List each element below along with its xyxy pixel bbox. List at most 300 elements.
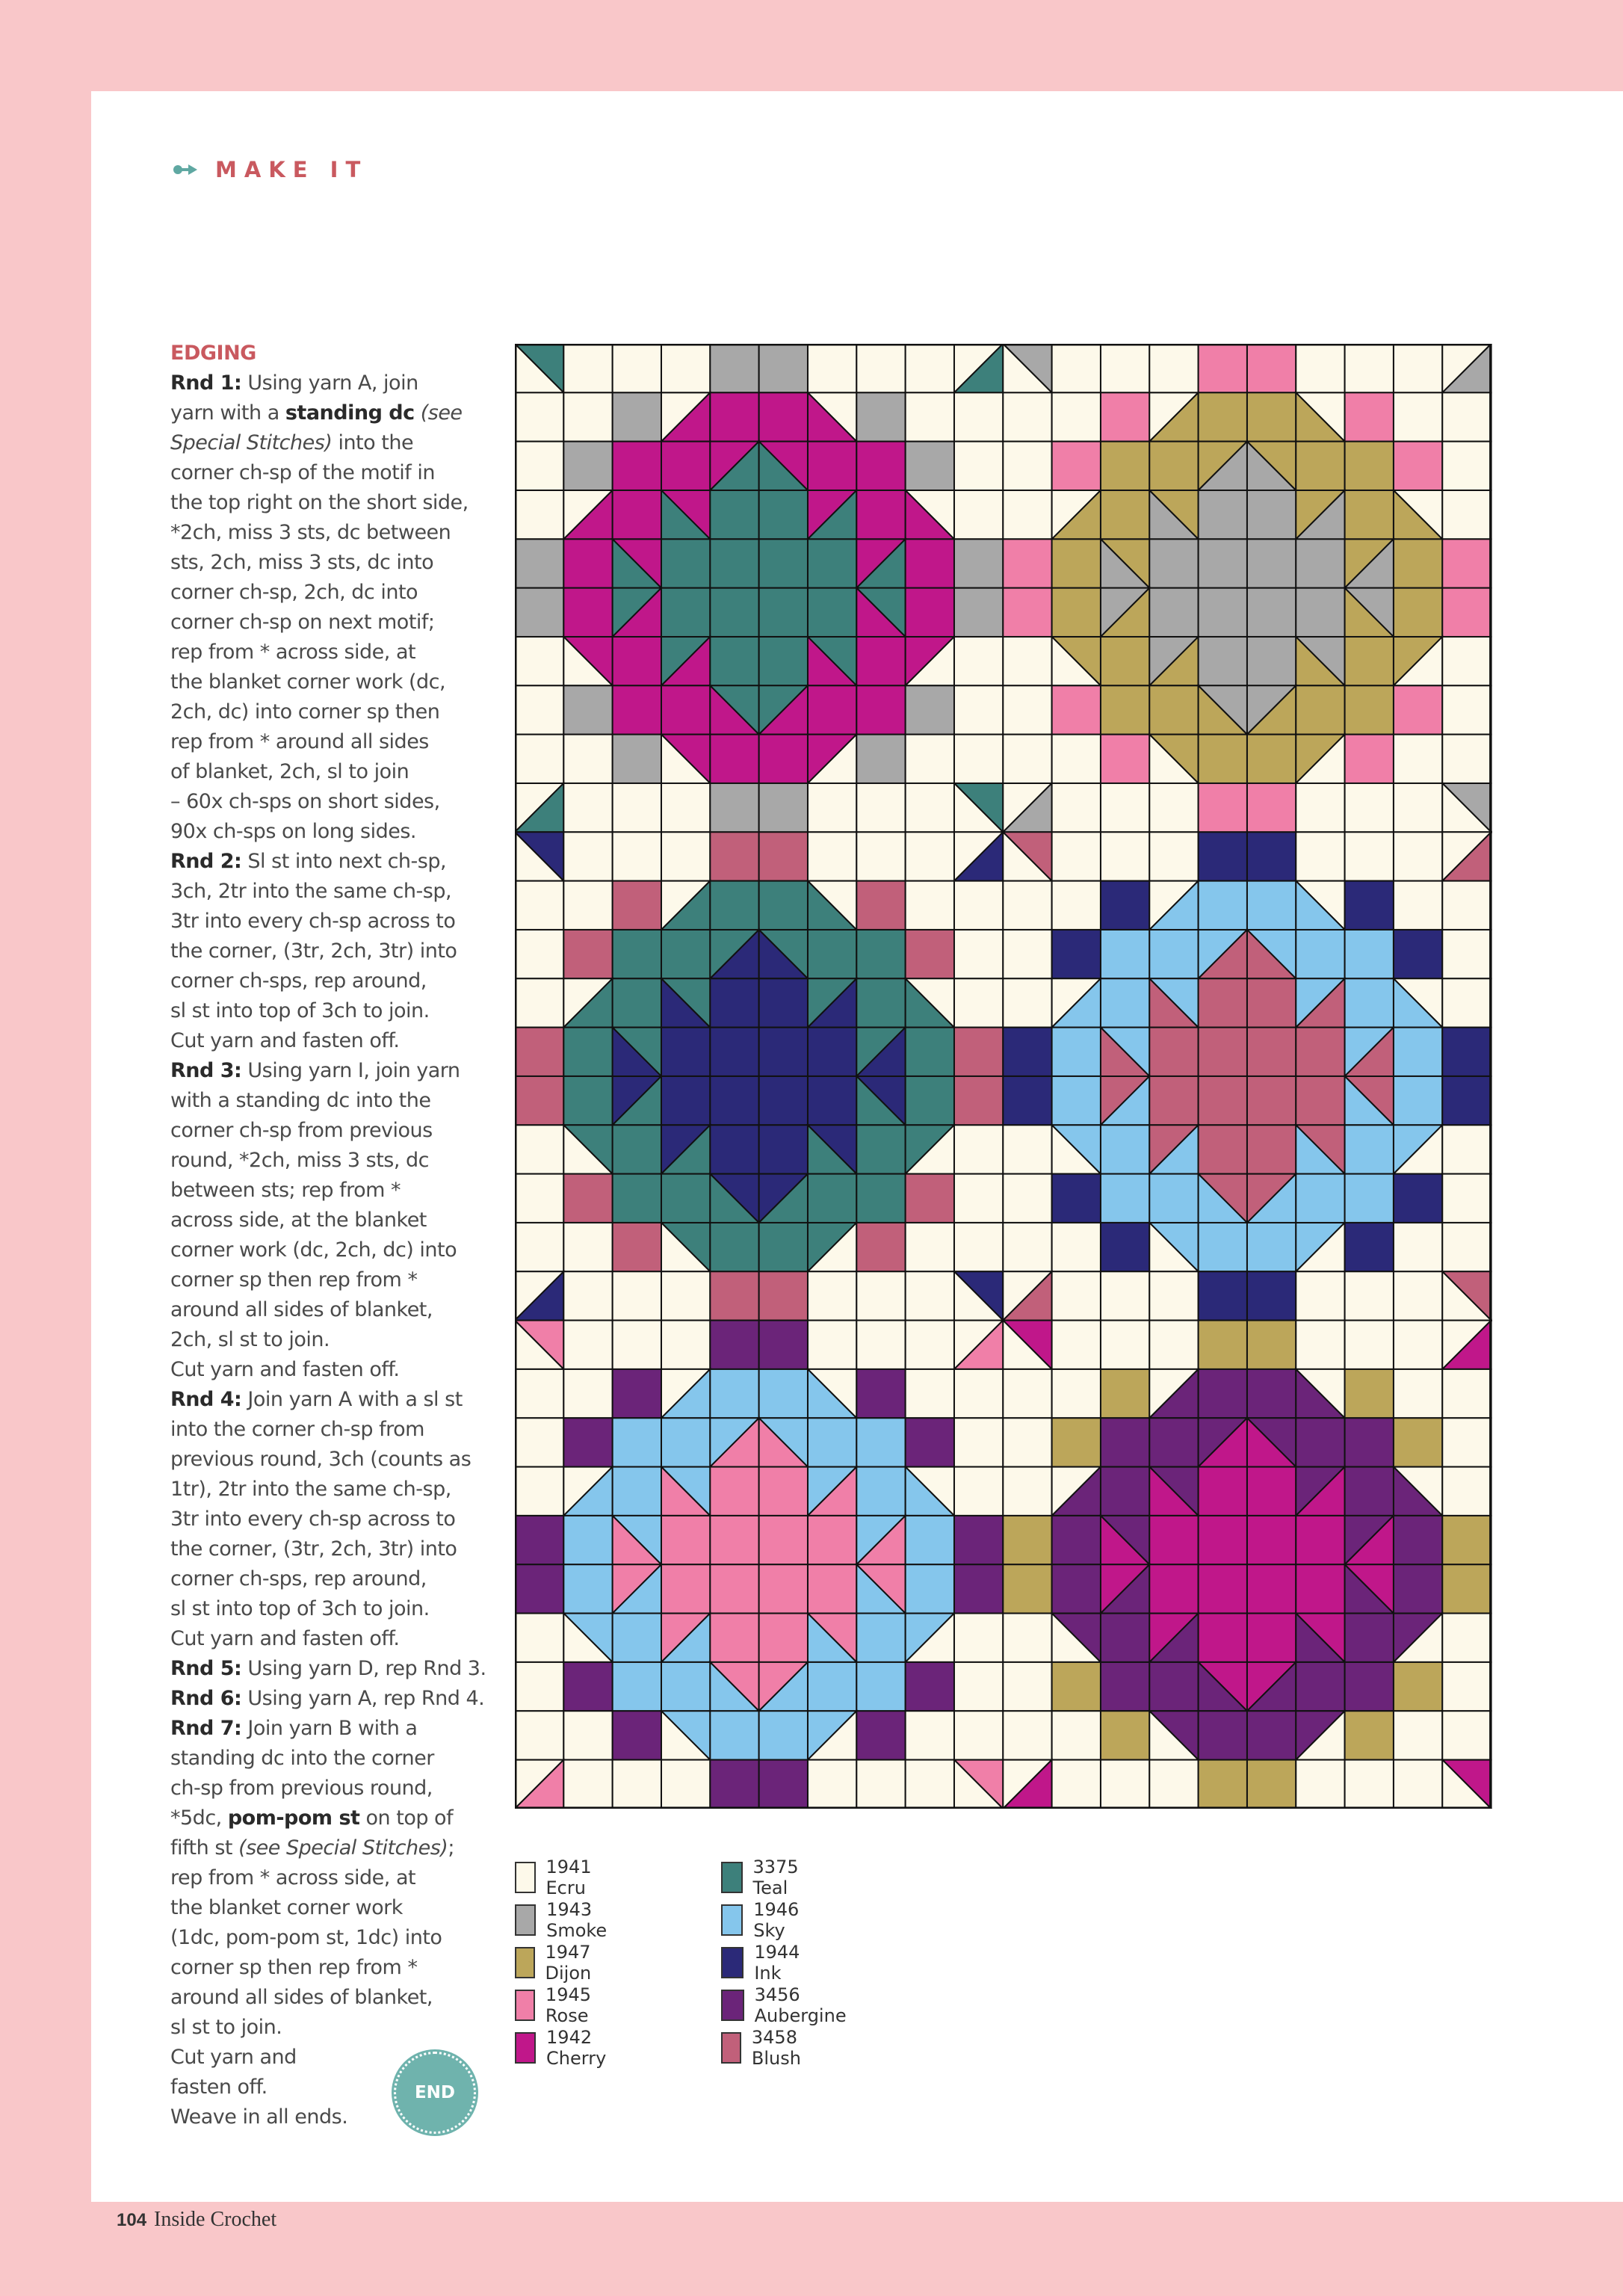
legend-item	[721, 1857, 809, 1898]
chart-cell	[710, 539, 758, 587]
chart-cell	[1394, 1760, 1442, 1809]
chart-cell	[906, 685, 954, 734]
chart-cell	[1052, 1271, 1101, 1320]
instruction-text: Using yarn I, join yarn	[241, 1059, 460, 1082]
chart-cell	[759, 490, 808, 539]
instruction-text: corner ch-sps, rep around,	[170, 969, 427, 993]
chart-cell	[1052, 1174, 1101, 1223]
legend-label: 3458 Blush	[751, 2027, 801, 2069]
instruction-line	[170, 1744, 484, 1774]
chart-cell	[1003, 490, 1051, 539]
chart-cell	[906, 344, 954, 392]
chart-cell	[1442, 881, 1491, 930]
instruction-line	[170, 787, 484, 817]
chart-cell	[661, 685, 710, 734]
instruction-text: Using yarn A, join	[241, 371, 418, 395]
chart-cell	[1003, 588, 1051, 637]
chart-cell	[661, 1076, 710, 1125]
chart-cell	[563, 1662, 612, 1711]
chart-cell	[1442, 442, 1491, 490]
chart-cell	[515, 1174, 563, 1223]
chart-cell	[613, 930, 661, 978]
chart-cell	[515, 1125, 563, 1173]
chart-cell	[759, 1125, 808, 1173]
chart-cell	[1003, 1125, 1051, 1173]
instruction-text: corner sp then rep from *	[170, 1268, 418, 1292]
chart-cell	[1442, 685, 1491, 734]
chart-cell	[906, 539, 954, 587]
chart-cell	[1394, 685, 1442, 734]
chart-cell	[563, 392, 612, 441]
legend-swatch	[515, 1904, 536, 1936]
chart-cell	[613, 1369, 661, 1418]
instruction-line	[170, 1983, 484, 2013]
chart-cell	[759, 735, 808, 783]
chart-cell	[856, 1321, 905, 1369]
instruction-line	[170, 458, 484, 488]
chart-cell	[1345, 735, 1394, 783]
instruction-bold: Rnd 7:	[170, 1717, 242, 1740]
chart-cell	[1149, 1418, 1198, 1466]
chart-cell	[856, 1369, 905, 1418]
legend-swatch	[515, 1990, 535, 2021]
instruction-line	[170, 1654, 484, 1684]
instruction-text: 3tr into every ch-sp across to	[170, 910, 456, 933]
chart-cell	[1052, 1076, 1101, 1125]
chart-cell	[954, 588, 1003, 637]
chart-cell	[1003, 1516, 1051, 1564]
chart-cell	[1052, 1223, 1101, 1271]
chart-cell	[856, 832, 905, 880]
chart-cell	[563, 1028, 612, 1076]
instruction-text: Weave in all ends.	[170, 2105, 348, 2129]
chart-cell	[1101, 637, 1149, 685]
chart-cell	[808, 1516, 856, 1564]
chart-cell	[1052, 1028, 1101, 1076]
instruction-text: the corner, (3tr, 2ch, 3tr) into	[170, 939, 457, 963]
chart-cell	[808, 588, 856, 637]
chart-cell	[1199, 1223, 1247, 1271]
chart-cell	[613, 1125, 661, 1173]
instruction-text: rep from * across side, at	[170, 641, 416, 664]
chart-cell	[1101, 1369, 1149, 1418]
chart-cell	[563, 1418, 612, 1466]
instruction-text: (see Special Stitches)	[238, 1836, 448, 1860]
chart-cell	[1003, 1711, 1051, 1759]
chart-cell	[1247, 588, 1296, 637]
chart-cell	[1101, 1321, 1149, 1369]
chart-cell	[563, 832, 612, 880]
instruction-line	[170, 1475, 484, 1505]
chart-cell	[808, 930, 856, 978]
legend-swatch	[721, 1904, 743, 1936]
instruction-line	[170, 1534, 484, 1564]
chart-cell	[1052, 539, 1101, 587]
chart-cell	[906, 735, 954, 783]
instruction-text: Join yarn B with a	[241, 1717, 418, 1740]
chart-cell	[1345, 881, 1394, 930]
chart-cell	[856, 735, 905, 783]
instruction-line	[170, 1803, 484, 1833]
chart-cell	[613, 1174, 661, 1223]
chart-cell	[1052, 1564, 1101, 1613]
instruction-text: the corner, (3tr, 2ch, 3tr) into	[170, 1537, 457, 1561]
chart-cell	[1052, 832, 1101, 880]
instruction-bold: Rnd 6:	[170, 1687, 242, 1710]
instruction-line	[170, 1833, 484, 1863]
chart-cell	[1345, 1662, 1394, 1711]
chart-cell	[1345, 685, 1394, 734]
instruction-text: around all sides of blanket,	[170, 1298, 433, 1321]
instruction-bold: Rnd 2:	[170, 850, 242, 873]
chart-cell	[1052, 783, 1101, 832]
chart-cell	[906, 1369, 954, 1418]
instruction-line	[170, 1714, 484, 1744]
chart-cell	[1101, 344, 1149, 392]
chart-cell	[1394, 344, 1442, 392]
instruction-text: Special Stitches)	[170, 431, 333, 454]
instruction-text: rep from * across side, at	[170, 1866, 416, 1889]
chart-cell	[613, 735, 661, 783]
chart-cell	[1199, 1076, 1247, 1125]
legend-swatch	[515, 2032, 536, 2064]
chart-cell	[1442, 1076, 1491, 1125]
chart-cell	[1052, 1516, 1101, 1564]
chart-cell	[759, 1028, 808, 1076]
chart-cell	[1345, 1369, 1394, 1418]
chart-cell	[1149, 783, 1198, 832]
chart-cell	[661, 1028, 710, 1076]
instruction-text: Using yarn A, rep Rnd 4.	[241, 1687, 485, 1710]
instruction-text: of blanket, 2ch, sl to join	[170, 760, 409, 783]
chart-cell	[515, 1369, 563, 1418]
chart-cell	[515, 1028, 563, 1076]
chart-cell	[1442, 1174, 1491, 1223]
chart-cell	[759, 832, 808, 880]
instruction-text: standing dc into the corner	[170, 1747, 434, 1770]
legend-item	[721, 2027, 812, 2069]
chart-cell	[661, 1174, 710, 1223]
chart-cell	[1247, 1760, 1296, 1809]
chart-cell	[710, 588, 758, 637]
chart-cell	[1149, 1564, 1198, 1613]
chart-cell	[1442, 490, 1491, 539]
chart-cell	[1199, 978, 1247, 1027]
chart-cell	[759, 881, 808, 930]
chart-cell	[759, 637, 808, 685]
chart-cell	[1296, 1076, 1344, 1125]
chart-cell	[759, 1223, 808, 1271]
chart-cell	[1442, 1223, 1491, 1271]
chart-cell	[1442, 978, 1491, 1027]
chart-cell	[1247, 1076, 1296, 1125]
instruction-text: Join yarn A with a sl st	[241, 1388, 463, 1411]
instruction-text: on top of	[359, 1806, 454, 1830]
chart-cell	[563, 735, 612, 783]
chart-cell	[1442, 1614, 1491, 1662]
chart-cell	[1247, 783, 1296, 832]
chart-cell	[1199, 490, 1247, 539]
chart-cell	[1199, 1614, 1247, 1662]
chart-cell	[1442, 1662, 1491, 1711]
chart-cell	[710, 881, 758, 930]
chart-cell	[1296, 1321, 1344, 1369]
instruction-line	[170, 518, 484, 548]
chart-cell	[1003, 1028, 1051, 1076]
chart-cell	[1442, 637, 1491, 685]
instruction-line	[170, 667, 484, 697]
chart-cell	[1345, 1223, 1394, 1271]
instruction-bold: pom-pom st	[227, 1806, 360, 1830]
chart-cell	[1345, 637, 1394, 685]
chart-cell	[661, 539, 710, 587]
chart-cell	[661, 930, 710, 978]
chart-cell	[1101, 1662, 1149, 1711]
chart-cell	[856, 1467, 905, 1516]
instruction-text: sl st into top of 3ch to join.	[170, 1597, 430, 1620]
chart-cell	[1247, 978, 1296, 1027]
chart-cell	[563, 1760, 612, 1809]
chart-cell	[710, 344, 758, 392]
chart-cell	[1247, 1564, 1296, 1613]
chart-cell	[954, 1125, 1003, 1173]
chart-cell	[1442, 1516, 1491, 1564]
chart-cell	[1101, 442, 1149, 490]
chart-cell	[1052, 1760, 1101, 1809]
chart-cell	[661, 1271, 710, 1320]
chart-cell	[906, 1028, 954, 1076]
chart-cell	[1149, 1516, 1198, 1564]
chart-cell	[563, 588, 612, 637]
instruction-line	[170, 488, 484, 518]
chart-cell	[1003, 1662, 1051, 1711]
chart-cell	[1442, 539, 1491, 587]
chart-cell	[1199, 1564, 1247, 1613]
chart-cell	[954, 1662, 1003, 1711]
chart-cell	[759, 392, 808, 441]
chart-cell	[563, 1174, 612, 1223]
instruction-line	[170, 1295, 484, 1325]
instruction-text: (1dc, pom-pom st, 1dc) into	[170, 1926, 442, 1949]
legend-label: 1942 Cherry	[546, 2027, 607, 2069]
chart-cell	[661, 1564, 710, 1613]
instruction-text: yarn with a	[170, 401, 285, 425]
chart-cell	[906, 1321, 954, 1369]
chart-cell	[954, 1174, 1003, 1223]
instruction-text: 3tr into every ch-sp across to	[170, 1507, 456, 1531]
chart-cell	[1394, 539, 1442, 587]
chart-cell	[563, 783, 612, 832]
chart-cell	[1442, 588, 1491, 637]
chart-cell	[1394, 1369, 1442, 1418]
instruction-text: across side, at the blanket	[170, 1209, 427, 1232]
chart-cell	[906, 1516, 954, 1564]
instruction-text: – 60x ch-sps on short sides,	[170, 790, 440, 813]
chart-cell	[1003, 442, 1051, 490]
chart-cell	[710, 978, 758, 1027]
chart-cell	[1394, 735, 1442, 783]
chart-cell	[954, 1711, 1003, 1759]
chart-cell	[1442, 1369, 1491, 1418]
chart-cell	[1345, 1174, 1394, 1223]
chart-cell	[856, 1174, 905, 1223]
chart-cell	[710, 1223, 758, 1271]
chart-cell	[1149, 1760, 1198, 1809]
chart-cell	[563, 1223, 612, 1271]
chart-cell	[710, 1271, 758, 1320]
chart-cell	[515, 881, 563, 930]
instruction-line	[170, 428, 484, 458]
instruction-text: around all sides of blanket,	[170, 1986, 433, 2009]
legend-item	[721, 1984, 855, 2026]
instruction-text: sl st into top of 3ch to join.	[170, 999, 430, 1022]
chart-cell	[710, 637, 758, 685]
instruction-text: (see	[414, 401, 463, 425]
chart-cell	[954, 881, 1003, 930]
chart-cell	[1101, 1614, 1149, 1662]
chart-cell	[1052, 1418, 1101, 1466]
legend-item	[515, 1942, 603, 1984]
chart-cell	[1149, 685, 1198, 734]
chart-cell	[710, 1369, 758, 1418]
chart-cell	[906, 1223, 954, 1271]
instruction-text: sl st to join.	[170, 2016, 282, 2039]
chart-cell	[1394, 930, 1442, 978]
chart-cell	[1003, 637, 1051, 685]
instruction-line	[170, 757, 484, 787]
chart-cell	[1247, 1516, 1296, 1564]
instruction-line	[170, 1415, 484, 1445]
chart-cell	[759, 1711, 808, 1759]
instruction-line	[170, 1624, 484, 1654]
chart-cell	[954, 1418, 1003, 1466]
instruction-text: fasten off.	[170, 2076, 268, 2099]
chart-cell	[1003, 1614, 1051, 1662]
chart-cell	[759, 344, 808, 392]
chart-cell	[1149, 1076, 1198, 1125]
chart-cell	[1247, 1125, 1296, 1173]
chart-cell	[856, 637, 905, 685]
chart-cell	[808, 539, 856, 587]
chart-cell	[1101, 1760, 1149, 1809]
legend-item	[515, 2027, 616, 2069]
instruction-line	[170, 1325, 484, 1355]
instruction-text: Sl st into next ch-sp,	[241, 850, 447, 873]
chart-cell	[1247, 539, 1296, 587]
chart-cell	[759, 1614, 808, 1662]
chart-cell	[1394, 1028, 1442, 1076]
chart-cell	[1394, 783, 1442, 832]
section-title: MAKE IT	[215, 157, 368, 182]
chart-cell	[808, 344, 856, 392]
chart-cell	[1296, 588, 1344, 637]
instruction-line	[170, 608, 484, 638]
instruction-line	[170, 1923, 484, 1953]
instruction-text: Cut yarn and fasten off.	[170, 1029, 400, 1052]
arrow-icon	[172, 162, 202, 177]
chart-cell	[1394, 1662, 1442, 1711]
instruction-text: the blanket corner work (dc,	[170, 670, 446, 694]
chart-cell	[613, 637, 661, 685]
chart-cell	[1247, 344, 1296, 392]
chart-cell	[1345, 1467, 1394, 1516]
chart-cell	[613, 1321, 661, 1369]
chart-cell	[856, 1662, 905, 1711]
chart-cell	[856, 1418, 905, 1466]
instruction-text: corner ch-sps, rep around,	[170, 1567, 427, 1590]
chart-cell	[515, 1223, 563, 1271]
chart-cell	[661, 1662, 710, 1711]
chart-cell	[1296, 1662, 1344, 1711]
chart-cell	[856, 930, 905, 978]
chart-cell	[613, 832, 661, 880]
chart-cell	[759, 1467, 808, 1516]
instruction-line	[170, 1953, 484, 1983]
instruction-text: Cut yarn and fasten off.	[170, 1627, 400, 1650]
instruction-line	[170, 727, 484, 757]
page-number: 104	[117, 2210, 147, 2230]
chart-cell	[1442, 735, 1491, 783]
instruction-line	[170, 1445, 484, 1475]
chart-cell	[1296, 832, 1344, 880]
legend-label: 3375 Teal	[752, 1857, 799, 1898]
chart-cell	[1199, 832, 1247, 880]
instruction-bold: Rnd 4:	[170, 1388, 242, 1411]
chart-cell	[1394, 1516, 1442, 1564]
chart-cell	[1394, 442, 1442, 490]
chart-cell	[1101, 930, 1149, 978]
instruction-text: ;	[448, 1836, 454, 1860]
chart-cell	[613, 442, 661, 490]
chart-cell	[1052, 685, 1101, 734]
chart-cell	[563, 930, 612, 978]
chart-cell	[1199, 637, 1247, 685]
chart-cell	[613, 1467, 661, 1516]
instruction-text: the blanket corner work	[170, 1896, 403, 1919]
chart-cell	[1199, 1760, 1247, 1809]
instruction-line	[170, 1385, 484, 1415]
chart-cell	[954, 735, 1003, 783]
chart-cell	[710, 1467, 758, 1516]
instruction-line	[170, 1774, 484, 1803]
chart-cell	[515, 442, 563, 490]
chart-cell	[1247, 1028, 1296, 1076]
chart-cell	[515, 1662, 563, 1711]
instruction-text: previous round, 3ch (counts as	[170, 1448, 472, 1471]
chart-cell	[1199, 344, 1247, 392]
chart-cell	[515, 1516, 563, 1564]
chart-cell	[954, 1028, 1003, 1076]
chart-cell	[1394, 1418, 1442, 1466]
chart-cell	[613, 1662, 661, 1711]
chart-cell	[1345, 1760, 1394, 1809]
instruction-line	[170, 1116, 484, 1146]
chart-cell	[1199, 1028, 1247, 1076]
instruction-text: round, *2ch, miss 3 sts, dc	[170, 1149, 430, 1172]
chart-cell	[563, 1321, 612, 1369]
chart-cell	[1199, 392, 1247, 441]
chart-cell	[856, 392, 905, 441]
instruction-text: between sts; rep from *	[170, 1179, 401, 1202]
chart-cell	[1003, 881, 1051, 930]
chart-cell	[1394, 392, 1442, 441]
instruction-line	[170, 368, 484, 398]
chart-cell	[1149, 344, 1198, 392]
chart-cell	[1247, 832, 1296, 880]
legend-item	[515, 1984, 602, 2026]
chart-cell	[808, 832, 856, 880]
chart-cell	[1394, 1076, 1442, 1125]
